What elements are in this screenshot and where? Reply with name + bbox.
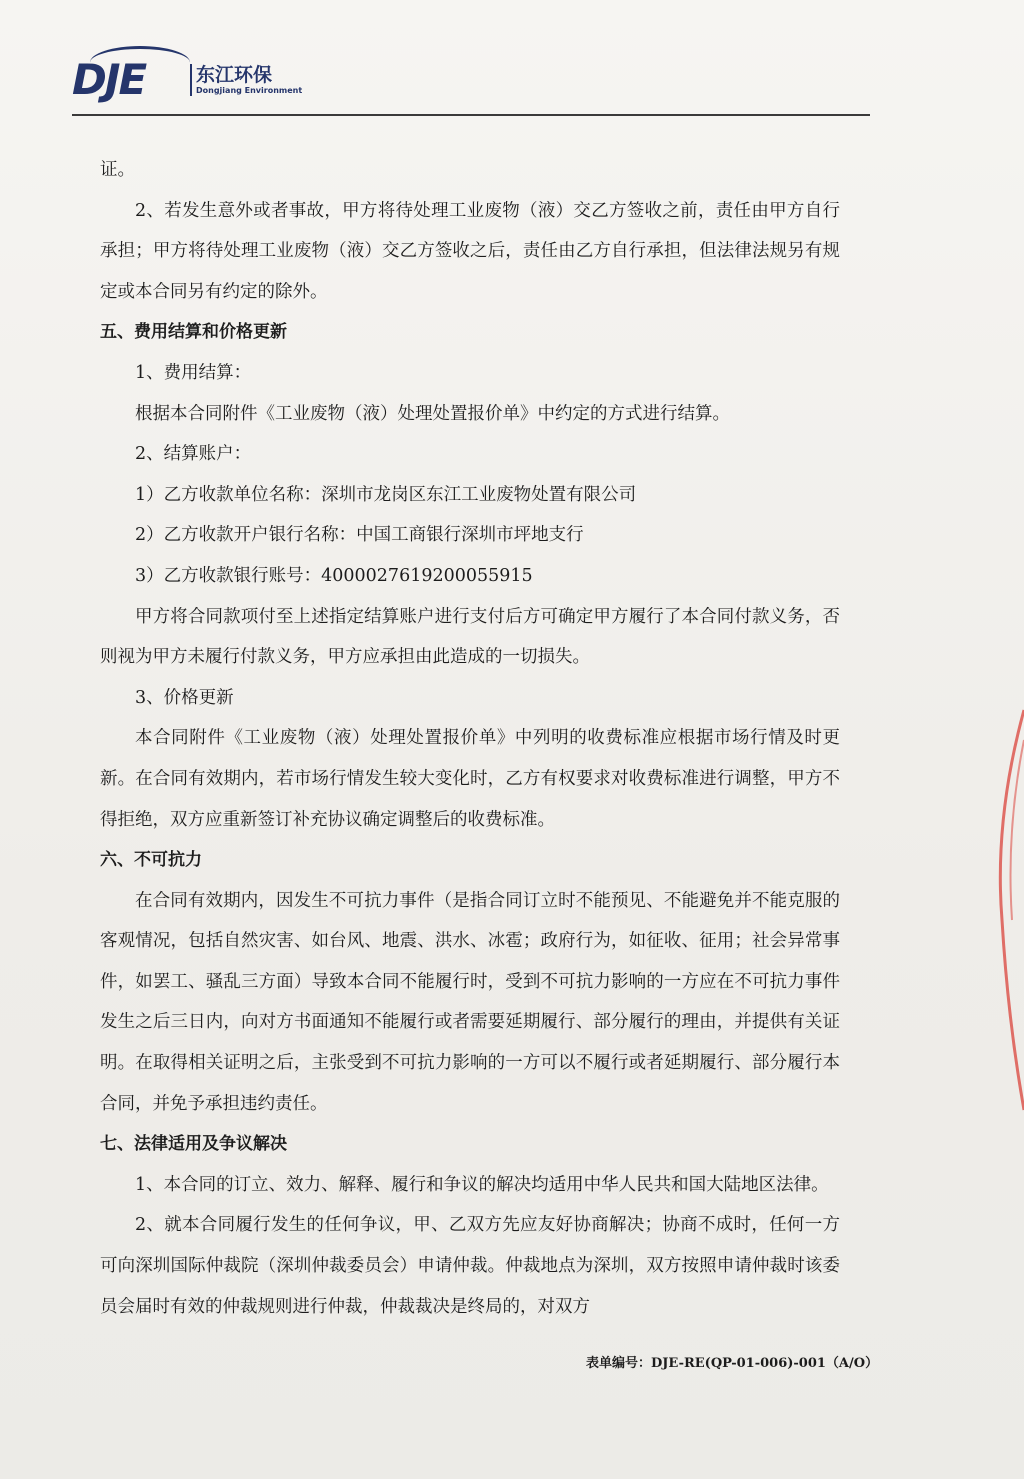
paragraph-force-majeure: 在合同有效期内，因发生不可抗力事件（是指合同订立时不能预见、不能避免并不能克服的客观情况，包括自然灾害、如台风、地震、洪水、冰雹；政府行为，如征收、征用；社会异常事件，如罢工、骚乱三方面）导致本合同不能履行时，受到不可抗力影响的一方应在不可抗力事件发生之后三日内，向对方书面通知不能履行或者需要延期履行、部分履行的理由，并提供有关证明。在取得相关证明之后，主张受到不可抗力影响的一方可以不履行或者延期履行、部分履行本合同，并免予承担违约责任。 [100,890,840,1114]
paragraph-settlement-title: 1、费用结算： [135,362,252,383]
paragraph-bank-name: 2）乙方收款开户银行名称：中国工商银行深圳市坪地支行 [135,525,584,546]
logo-divider [190,64,192,96]
header-rule [72,114,870,116]
section-heading-7: 七、法律适用及争议解决 [100,1134,287,1155]
paragraph-price-update-title: 3、价格更新 [135,687,234,708]
paragraph-payment-obligation: 甲方将合同款项付至上述指定结算账户进行支付后方可确定甲方履行了本合同付款义务，否则视为甲方未履行付款义务，甲方应承担由此造成的一切损失。 [100,606,840,668]
section-heading-6: 六、不可抗力 [100,850,202,871]
paragraph-governing-law: 1、本合同的订立、效力、解释、履行和争议的解决均适用中华人民共和国大陆地区法律。 [135,1174,829,1195]
paragraph-account-title: 2、结算账户： [135,444,252,465]
company-name-en: Dongjiang Environment [196,86,303,95]
company-logo: DJE [72,55,146,104]
paragraph-account-number: 3）乙方收款银行账号：4000027619200055915 [135,565,533,586]
company-name-cn: 东江环保 [196,64,273,86]
paragraph-arbitration: 2、就本合同履行发生的任何争议，甲、乙双方先应友好协商解决；协商不成时，任何一方可向深圳国际仲裁院（深圳仲裁委员会）申请仲裁。仲裁地点为深圳，双方按照申请仲裁时该委员会届时有效的仲裁规则进行仲裁，仲裁裁决是终局的，对双方 [100,1215,840,1317]
seal-stamp-icon [984,700,1024,1120]
paragraph-settlement-method: 根据本合同附件《工业废物（液）处理处置报价单》中约定的方式进行结算。 [135,403,730,424]
form-code: 表单编号：DJE-RE(QP-01-006)-001（A/O） [586,1356,879,1371]
section-heading-5: 五、费用结算和价格更新 [100,322,287,343]
paragraph-accident-liability: 2、若发生意外或者事故，甲方将待处理工业废物（液）交乙方签收之前，责任由甲方自行承担；甲方将待处理工业废物（液）交乙方签收之后，责任由乙方自行承担，但法律法规另有规定或本合同另有约定的除外。 [100,200,840,302]
paragraph-cont: 证。 [100,160,135,180]
paragraph-price-update: 本合同附件《工业废物（液）处理处置报价单》中列明的收费标准应根据市场行情及时更新。在合同有效期内，若市场行情发生较大变化时，乙方有权要求对收费标准进行调整，甲方不得拒绝，双方应重新签订补充协议确定调整后的收费标准。 [100,728,840,830]
paragraph-payee-name: 1）乙方收款单位名称：深圳市龙岗区东江工业废物处置有限公司 [135,484,637,505]
contract-body [100,150,840,1327]
